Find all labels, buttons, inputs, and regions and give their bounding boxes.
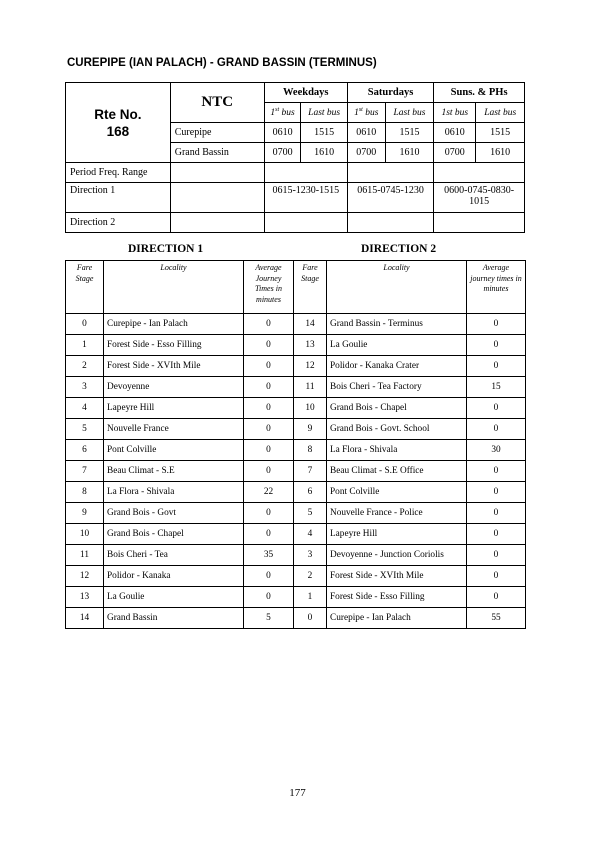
fare-stage-cell: 3 [66, 377, 104, 398]
fare-stage-cell: 14 [66, 608, 104, 629]
time-cell: 1515 [476, 123, 525, 143]
last-bus-header: Last bus [385, 103, 434, 123]
locality-cell: Bois Cheri - Tea Factory [327, 377, 467, 398]
journey-time-cell: 0 [244, 440, 294, 461]
locality-cell: Devoyenne [104, 377, 244, 398]
first-bus-header: 1st bus [347, 103, 385, 123]
journey-time-cell: 0 [244, 566, 294, 587]
stop-row [66, 335, 526, 356]
stop-row [66, 377, 526, 398]
stop-row [66, 482, 526, 503]
timetable [65, 82, 525, 233]
empty-cell [434, 163, 525, 183]
locality-cell: Devoyenne - Junction Coriolis [327, 545, 467, 566]
journey-time-cell: 15 [467, 377, 526, 398]
fare-stage-cell: 1 [66, 335, 104, 356]
fare-stage-cell: 0 [66, 314, 104, 335]
stops-table [65, 260, 526, 629]
fare-stage-cell: 6 [294, 482, 327, 503]
time-cell: 1515 [301, 123, 347, 143]
journey-time-cell: 0 [244, 356, 294, 377]
stop-row [66, 398, 526, 419]
period-label: Period Freq. Range [66, 163, 171, 183]
locality-cell: Bois Cheri - Tea [104, 545, 244, 566]
empty-cell [170, 213, 264, 233]
locality-cell: Nouvelle France [104, 419, 244, 440]
fare-stage-header: Fare Stage [66, 261, 104, 314]
time-cell: 1610 [476, 143, 525, 163]
fare-stage-cell: 2 [66, 356, 104, 377]
locality-cell: Curepipe - Ian Palach [327, 608, 467, 629]
locality-cell: Curepipe - Ian Palach [104, 314, 244, 335]
locality-cell: Grand Bois - Govt. School [327, 419, 467, 440]
time-cell: 1515 [385, 123, 434, 143]
avg-time-header: Average Journey Times in minutes [244, 261, 294, 314]
fare-stage-cell: 3 [294, 545, 327, 566]
journey-time-cell: 0 [467, 419, 526, 440]
journey-time-cell: 0 [467, 482, 526, 503]
avg-time-header: Average journey times in minutes [467, 261, 526, 314]
empty-cell [347, 163, 433, 183]
journey-time-cell: 0 [467, 314, 526, 335]
journey-time-cell: 0 [244, 461, 294, 482]
locality-cell: Polidor - Kanaka [104, 566, 244, 587]
time-cell: 0610 [264, 123, 301, 143]
locality-cell: Beau Climat - S.E Office [327, 461, 467, 482]
journey-time-cell: 0 [467, 545, 526, 566]
locality-cell: Lapeyre Hill [327, 524, 467, 545]
place-name: Grand Bassin [170, 143, 264, 163]
journey-time-cell: 0 [244, 524, 294, 545]
fare-stage-header: Fare Stage [294, 261, 327, 314]
stop-row [66, 566, 526, 587]
fare-stage-cell: 6 [66, 440, 104, 461]
fare-stage-cell: 9 [66, 503, 104, 524]
stop-row [66, 356, 526, 377]
journey-time-cell: 0 [244, 398, 294, 419]
stop-row [66, 608, 526, 629]
place-name: Curepipe [170, 123, 264, 143]
journey-time-cell: 30 [467, 440, 526, 461]
ntc-heading: NTC [170, 83, 264, 123]
locality-cell: Nouvelle France - Police [327, 503, 467, 524]
journey-time-cell: 0 [244, 419, 294, 440]
fare-stage-cell: 11 [66, 545, 104, 566]
direction-1-label: Direction 1 [66, 183, 171, 213]
locality-cell: Forest Side - Esso Filling [327, 587, 467, 608]
fare-stage-cell: 10 [294, 398, 327, 419]
locality-cell: Grand Bassin - Terminus [327, 314, 467, 335]
journey-time-cell: 0 [467, 587, 526, 608]
locality-cell: Lapeyre Hill [104, 398, 244, 419]
time-cell: 0700 [434, 143, 476, 163]
locality-cell: Forest Side - XVIth Mile [327, 566, 467, 587]
time-cell: 0700 [347, 143, 385, 163]
journey-time-cell: 22 [244, 482, 294, 503]
locality-cell: La Flora - Shivala [104, 482, 244, 503]
locality-cell: Grand Bois - Chapel [327, 398, 467, 419]
direction-2-label: Direction 2 [66, 213, 171, 233]
freq-cell: 0615-0745-1230 [347, 183, 433, 213]
locality-cell: La Goulie [327, 335, 467, 356]
time-cell: 0700 [264, 143, 301, 163]
journey-time-cell: 0 [467, 356, 526, 377]
locality-cell: La Flora - Shivala [327, 440, 467, 461]
locality-cell: Polidor - Kanaka Crater [327, 356, 467, 377]
route-label: Rte No. [94, 106, 142, 122]
freq-cell: 0600-0745-0830-1015 [434, 183, 525, 213]
direction-1-heading: DIRECTION 1 [128, 243, 204, 255]
fare-stage-cell: 9 [294, 419, 327, 440]
stop-row [66, 545, 526, 566]
stop-row [66, 524, 526, 545]
direction-2-heading: DIRECTION 2 [361, 243, 437, 255]
fare-stage-cell: 4 [66, 398, 104, 419]
empty-cell [347, 213, 433, 233]
journey-time-cell: 55 [467, 608, 526, 629]
time-cell: 0610 [347, 123, 385, 143]
stop-row [66, 503, 526, 524]
journey-time-cell: 0 [467, 524, 526, 545]
direction-2-row [66, 213, 525, 233]
locality-cell: La Goulie [104, 587, 244, 608]
locality-cell: Grand Bassin [104, 608, 244, 629]
empty-cell [170, 183, 264, 213]
fare-stage-cell: 14 [294, 314, 327, 335]
locality-cell: Beau Climat - S.E [104, 461, 244, 482]
first-bus-header: 1st bus [264, 103, 301, 123]
page-number: 177 [289, 787, 306, 799]
fare-stage-cell: 1 [294, 587, 327, 608]
page-title: CUREPIPE (IAN PALACH) - GRAND BASSIN (TERMINUS) [67, 57, 377, 69]
time-cell: 1610 [301, 143, 347, 163]
stop-row [66, 587, 526, 608]
locality-cell: Forest Side - Esso Filling [104, 335, 244, 356]
journey-time-cell: 0 [244, 314, 294, 335]
fare-stage-cell: 2 [294, 566, 327, 587]
period-row [66, 163, 525, 183]
journey-time-cell: 0 [467, 335, 526, 356]
journey-time-cell: 0 [244, 377, 294, 398]
empty-cell [434, 213, 525, 233]
journey-time-cell: 35 [244, 545, 294, 566]
fare-stage-cell: 0 [294, 608, 327, 629]
empty-cell [170, 163, 264, 183]
last-bus-header: Last bus [476, 103, 525, 123]
fare-stage-cell: 7 [294, 461, 327, 482]
time-cell: 1610 [385, 143, 434, 163]
time-cell: 0610 [434, 123, 476, 143]
fare-stage-cell: 11 [294, 377, 327, 398]
last-bus-header: Last bus [301, 103, 347, 123]
fare-stage-cell: 8 [294, 440, 327, 461]
fare-stage-cell: 7 [66, 461, 104, 482]
stop-row [66, 440, 526, 461]
locality-header: Locality [104, 261, 244, 314]
empty-cell [264, 213, 347, 233]
locality-cell: Pont Colville [327, 482, 467, 503]
journey-time-cell: 0 [467, 398, 526, 419]
fare-stage-cell: 12 [294, 356, 327, 377]
fare-stage-cell: 13 [66, 587, 104, 608]
stops-header-row [66, 261, 526, 314]
first-bus-header: 1st bus [434, 103, 476, 123]
locality-cell: Grand Bois - Govt [104, 503, 244, 524]
sundays-heading: Suns. & PHs [434, 83, 525, 103]
stop-row [66, 461, 526, 482]
journey-time-cell: 5 [244, 608, 294, 629]
locality-header: Locality [327, 261, 467, 314]
direction-1-row [66, 183, 525, 213]
stop-row [66, 419, 526, 440]
empty-cell [264, 163, 347, 183]
saturdays-heading: Saturdays [347, 83, 433, 103]
journey-time-cell: 0 [244, 503, 294, 524]
journey-time-cell: 0 [467, 461, 526, 482]
stop-row [66, 314, 526, 335]
locality-cell: Grand Bois - Chapel [104, 524, 244, 545]
locality-cell: Forest Side - XVIth Mile [104, 356, 244, 377]
journey-time-cell: 0 [244, 335, 294, 356]
fare-stage-cell: 12 [66, 566, 104, 587]
weekdays-heading: Weekdays [264, 83, 347, 103]
route-number-cell [66, 83, 171, 163]
fare-stage-cell: 5 [294, 503, 327, 524]
fare-stage-cell: 10 [66, 524, 104, 545]
route-number: 168 [106, 123, 130, 139]
fare-stage-cell: 8 [66, 482, 104, 503]
fare-stage-cell: 13 [294, 335, 327, 356]
journey-time-cell: 0 [244, 587, 294, 608]
journey-time-cell: 0 [467, 503, 526, 524]
freq-cell: 0615-1230-1515 [264, 183, 347, 213]
fare-stage-cell: 4 [294, 524, 327, 545]
locality-cell: Pont Colville [104, 440, 244, 461]
journey-time-cell: 0 [467, 566, 526, 587]
fare-stage-cell: 5 [66, 419, 104, 440]
